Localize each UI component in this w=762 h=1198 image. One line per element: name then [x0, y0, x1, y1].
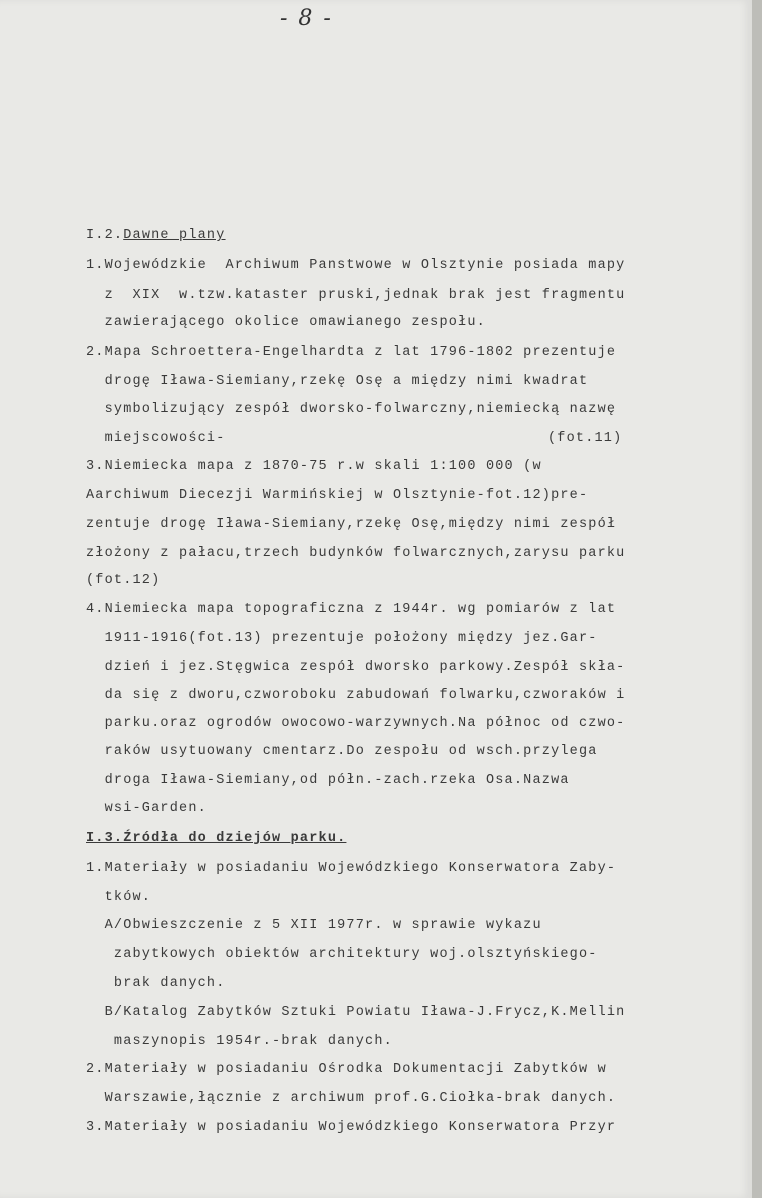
text-line: brak danych. [86, 976, 226, 991]
text-line: zabytkowych obiektów architektury woj.olsztyńskiego- [86, 947, 598, 962]
text-line: 1.Wojewódzkie Archiwum Panstwowe w Olsztynie posiada mapy [86, 258, 626, 273]
text-line: A/Obwieszczenie z 5 XII 1977r. w sprawie wykazu [86, 918, 542, 933]
text-line: 3.Niemiecka mapa z 1870-75 r.w skali 1:100 000 (w [86, 459, 542, 474]
section-heading-1-2 [86, 228, 226, 244]
text-line: symbolizujący zespół dworsko-folwarczny,niemiecką nazwę [86, 402, 617, 417]
text-line: Warszawie,łącznie z archiwum prof.G.Ciołka-brak danych. [86, 1091, 617, 1106]
text-line: (fot.12) [86, 573, 161, 588]
text-line: złożony z pałacu,trzech budynków folwarcznych,zarysu parku [86, 546, 626, 561]
text-line: drogę Iława-Siemiany,rzekę Osę a między nimi kwadrat [86, 374, 589, 389]
text-line: parku.oraz ogrodów owocowo-warzywnych.Na północ od czwo- [86, 716, 626, 731]
text-line: raków usytuowany cmentarz.Do zespołu od wsch.przylega [86, 744, 598, 759]
text-line: zawierającego okolice omawianego zespołu. [86, 315, 486, 330]
text-line: 4.Niemiecka mapa topograficzna z 1944r. wg pomiarów z lat [86, 602, 617, 617]
text-line: miejscowości- [86, 431, 226, 446]
photo-reference: (fot.11) [548, 431, 623, 446]
section-heading-1-3: I.3.Źródła do dziejów parku. [86, 831, 347, 846]
text-line: zentuje drogę Iława-Siemiany,rzekę Osę,między nimi zespół [86, 517, 617, 532]
text-line: 3.Materiały w posiadaniu Wojewódzkiego Konserwatora Przyr [86, 1120, 617, 1135]
text-line: da się z dworu,czworoboku zabudowań folwarku,czworaków i [86, 688, 626, 703]
page-number: - 8 - [280, 6, 333, 31]
text-line: 2.Mapa Schroettera-Engelhardta z lat 1796-1802 prezentuje [86, 345, 617, 360]
text-line: Aarchiwum Diecezji Warmińskiej w Olsztynie-fot.12)pre- [86, 488, 589, 503]
text-line: z XIX w.tzw.kataster pruski,jednak brak jest fragmentu [86, 288, 626, 303]
text-line: tków. [86, 890, 152, 905]
text-line: 1911-1916(fot.13) prezentuje położony między jez.Gar- [86, 631, 598, 646]
text-line: 2.Materiały w posiadaniu Ośrodka Dokumentacji Zabytków w [86, 1062, 607, 1077]
page-edge [752, 0, 762, 1198]
text-line: B/Katalog Zabytków Sztuki Powiatu Iława-J.Frycz,K.Mellin [86, 1005, 626, 1020]
text-line: wsi-Garden. [86, 801, 207, 816]
section-title: Dawne plany [123, 228, 226, 243]
text-line: maszynopis 1954r.-brak danych. [86, 1034, 393, 1049]
text-line: droga Iława-Siemiany,od półn.-zach.rzeka Osa.Nazwa [86, 773, 570, 788]
text-line: 1.Materiały w posiadaniu Wojewódzkiego Konserwatora Zaby- [86, 861, 617, 876]
text-line: dzień i jez.Stęgwica zespół dworsko parkowy.Zespół skła- [86, 660, 626, 675]
section-prefix: I.2. [86, 228, 124, 243]
